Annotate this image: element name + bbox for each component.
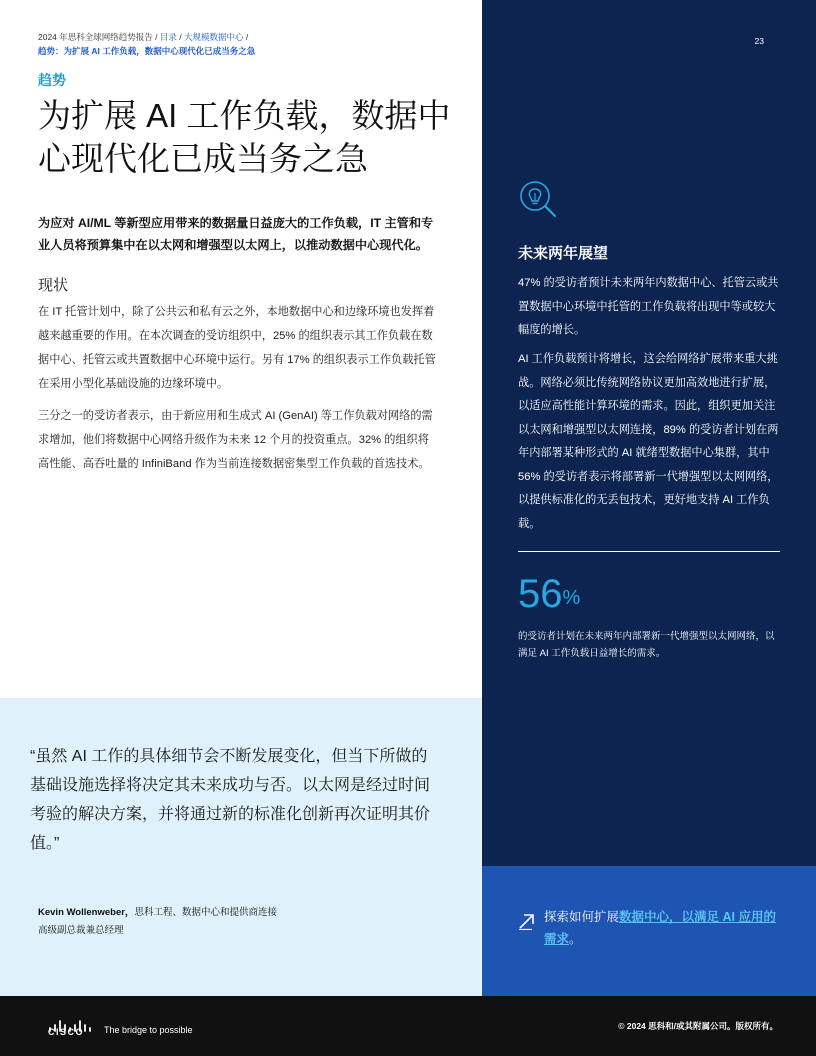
- breadcrumb-current[interactable]: 趋势：为扩展 AI 工作负载，数据中心现代化已成当务之急: [38, 46, 256, 56]
- page-title: 为扩展 AI 工作负载，数据中心现代化已成当务之急: [38, 97, 451, 177]
- sidebar-paragraph-2: AI 工作负载预计将增长，这会给网络扩展带来重大挑战。网络必须比传统网络协议更加高效地进行扩展，以适应高性能计算环境的需求。因此，组织更加关注以太网和增强型以太网连接，89% 的受访者计划在两年内部署某种形式的 AI 就绪型数据中心集群，其中 56% 的受访者表示将部署新一代增强型以太网网络，以提供标准化的无丢包技术，更好地支持 AI 工作负载。: [518, 353, 779, 530]
- main-column: [0, 0, 482, 698]
- breadcrumb: [38, 30, 255, 58]
- sidebar-paragraph-1: 47% 的受访者预计未来两年内数据中心、托管云或共置数据中心环境中托管的工作负载将出现中等或较大幅度的增长。: [518, 277, 779, 336]
- footer: [0, 996, 816, 1056]
- author-name: Kevin Wollenweber，: [38, 907, 135, 918]
- cta-box: [482, 866, 816, 996]
- lead-paragraph: 为应对 AI/ML 等新型应用带来的数据量日益庞大的工作负载，IT 主管和专业人员将预算集中在以太网和增强型以太网上，以推动数据中心现代化。: [38, 216, 434, 252]
- arrow-up-right-icon: [518, 912, 536, 930]
- body-paragraph-1: 在 IT 托管计划中，除了公共云和私有云之外，本地数据中心和边缘环境也发挥着越来越重要的作用。在本次调查的受访组织中，25% 的组织表示其工作负载在数据中心、托管云或共置数据中心环境中运行。另有 17% 的组织表示工作负载托管在采用小型化基础设施的边缘环境中。: [38, 306, 436, 390]
- breadcrumb-section-link[interactable]: 大规模数据中心: [183, 32, 244, 42]
- author-title-line-1: 思科工程、数据中心和提供商连接: [134, 907, 277, 918]
- breadcrumb-toc-link[interactable]: 目录: [159, 32, 177, 42]
- cta-suffix: 。: [569, 932, 582, 946]
- quote-attribution: [38, 904, 438, 940]
- breadcrumb-prefix: 2024 年思科全球网络趋势报告 /: [38, 32, 160, 42]
- footer-tagline: The bridge to possible: [104, 1025, 193, 1035]
- cta-link[interactable]: 数据中心，以满足 AI 应用的需求: [544, 910, 776, 946]
- page-number: 23: [754, 36, 764, 46]
- breadcrumb-separator: /: [176, 32, 184, 42]
- author-title-line-2: 高级副总裁兼总经理: [38, 925, 124, 936]
- quote-box: [0, 698, 482, 996]
- section-kicker: 趋势: [38, 72, 66, 88]
- sidebar-panel: [482, 0, 816, 866]
- body-paragraph-2: 三分之一的受访者表示，由于新应用和生成式 AI (GenAI) 等工作负载对网络的需求增加，他们将数据中心网络升级作为未来 12 个月的投资重点。32% 的组织将高性能、高吞吐量的 InfiniBand 作为当前连接数据密集型工作负载的首选技术。: [38, 410, 433, 470]
- cta-prefix: 探索如何扩展: [544, 910, 620, 924]
- lightbulb-search-icon: [518, 180, 558, 220]
- breadcrumb-end: /: [243, 32, 249, 42]
- stat-caption: 的受访者计划在未来两年内部署新一代增强型以太网网络，以满足 AI 工作负载日益增长的需求。: [518, 631, 775, 659]
- stat-value: 56: [518, 572, 563, 616]
- divider: [518, 551, 780, 552]
- stat-figure: [518, 568, 580, 620]
- sidebar-heading: 未来两年展望: [518, 245, 609, 262]
- cisco-wordmark: CISCO: [48, 1027, 85, 1037]
- pull-quote: “虽然 AI 工作的具体细节会不断发展变化，但当下所做的基础设施选择将决定其未来成功与否。以太网是经过时间考验的解决方案，并将通过新的标准化创新再次证明其价值。”: [30, 748, 431, 852]
- section-heading: 现状: [38, 277, 69, 294]
- stat-unit: %: [562, 587, 581, 609]
- cta-text: [544, 906, 784, 950]
- footer-copyright: © 2024 思科和/或其附属公司。版权所有。: [618, 1021, 778, 1031]
